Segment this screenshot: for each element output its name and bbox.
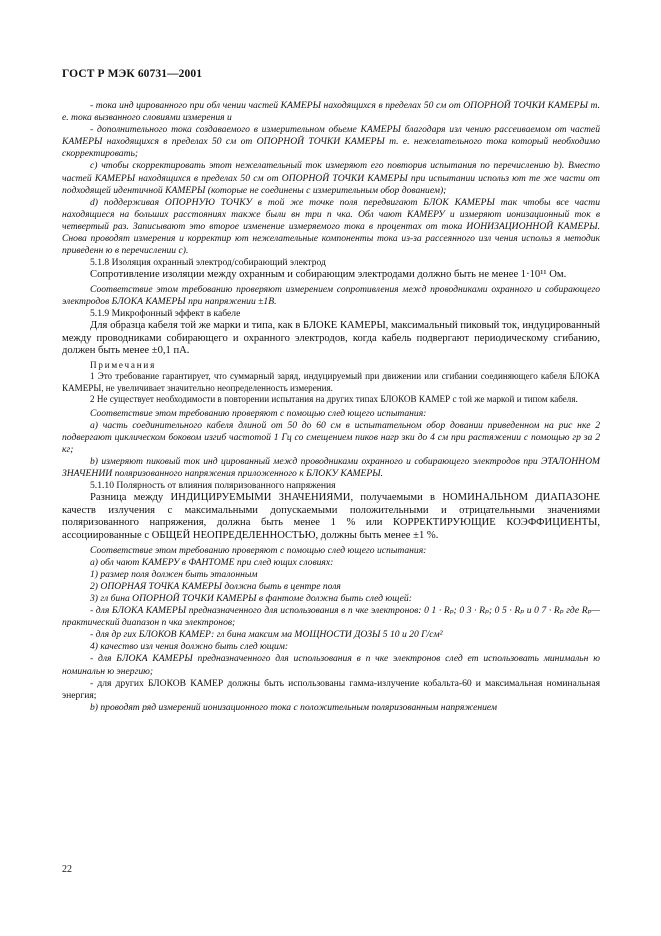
note-item: 2 Не существует необходимости в повторении испытания на других типах БЛОКОВ КАМЕР с той же маркой и типом кабеля. bbox=[90, 394, 578, 405]
paragraph: - для БЛОКА КАМЕРЫ предназначенного для использования в п чке электронов след ет использовать минимальн ю номинальн ю энергию; bbox=[62, 653, 600, 677]
paragraph: Для образца кабеля той же марки и типа, как в БЛОКЕ КАМЕРЫ, максимальный пиковый ток, индуцированный между проводниками собирающего и охранного электродов, когда кабель подвергают периодическому сгибанию, должен быть менее ±0,1 пА. bbox=[62, 320, 600, 357]
paragraph: d) поддерживая ОПОРНУЮ ТОЧКУ в той же точке поля передвигают БЛОК КАМЕРЫ так чтобы все части находящиеся на больших расстояниях также были вн три п чка. Обл чают КАМЕРУ и измеряют ионизационный ток в четвертый раз. Записывают это второе изменение измеряемого тока в процентах от тока ИОНИЗАЦИОННОЙ КАМЕРЫ. Снова проводят измерения и корректир ют нежелательные компоненты тока из-за рассеянного изл чения использ я методик приведенн ю в перечислении c). bbox=[62, 196, 600, 257]
paragraph: Разница между ИНДИЦИРУЕМЫМИ ЗНАЧЕНИЯМИ, получаемыми в НОМИНАЛЬНОМ ДИАПАЗОНЕ качеств излучения с максимальными допускаемыми положительными и отрицательными значениями поляризованного напряжения, должна быть менее 1 % или КОРРЕКТИРУЮЩИЕ КОЭФФИЦИЕНТЫ, ассоциированные с ОБЩЕЙ НЕОПРЕДЕЛЕННОСТЬЮ, должны быть менее ±1 %. bbox=[62, 492, 600, 542]
paragraph: - для др гих БЛОКОВ КАМЕР: гл бина максим ма МОЩНОСТИ ДОЗЫ 5 10 и 20 Г/см² bbox=[90, 629, 443, 641]
page-number: 22 bbox=[62, 864, 72, 875]
note-item: 1 Это требование гарантирует, что суммарный заряд, индуцируемый при движении или сгибании соединяющего кабеля БЛОКА КАМЕРЫ, не увеличивает значительно неопределенность измерения. bbox=[62, 371, 600, 393]
paragraph: b) проводят ряд измерений ионизационного тока с положительным поляризованным напряжением bbox=[90, 701, 498, 713]
paragraph: Соответствие этом требованию проверяют с помощью след ющего испытания: bbox=[90, 544, 427, 556]
paragraph: 1) размер поля должен быть эталонным bbox=[90, 568, 258, 580]
paragraph: - дополнительного тока создаваемого в измерительном обьеме КАМЕРЫ благодаря изл чению рассеиваемом от частей КАМЕРЫ находящихся в пределах 50 см от ОПОРНОЙ ТОЧКИ КАМЕРЫ т. е. нежелательного тока который необходимо скорректировать; bbox=[62, 124, 600, 160]
section-heading-5-1-8: 5.1.8 Изоляция охранный электрод/собирающий электрод bbox=[90, 257, 326, 269]
paragraph: Соответствие этом требованию проверяют измерением сопротивления межд проводниками охранного и собирающего электродов БЛОКА КАМЕРЫ при напряжении ±1В. bbox=[62, 283, 600, 307]
paragraph: c) чтобы скорректировать этот нежелательный ток измеряют его повторив испытания по перечислению b). Вместо частей КАМЕРЫ находящихся в пределах 50 см от ОПОРНОЙ ТОЧКИ КАМЕРЫ при испытании использ ют те же части от подходящей идентичной КАМЕРЫ (которые не соединены с измерительным обор дованием); bbox=[62, 160, 600, 196]
paragraph: b) измеряют пиковый ток инд цированный межд проводниками охранного и собирающего электродов при ЭТАЛОННОМ ЗНАЧЕНИИ поляризованного напряжения приложенного к БЛОКУ КАМЕРЫ. bbox=[62, 455, 600, 480]
section-heading-5-1-10: 5.1.10 Полярность от влияния поляризованного напряжения bbox=[90, 480, 336, 492]
paragraph: 4) качество изл чения должно быть след ющим: bbox=[90, 641, 289, 653]
paragraph: - для других БЛОКОВ КАМЕР должны быть использованы гамма-излучение кобальта-60 и максимальная номинальная энергия; bbox=[62, 677, 600, 701]
paragraph: Сопротивление изоляции между охранным и собирающим электродами должно быть не менее 1·10¹¹ Ом. bbox=[90, 269, 567, 281]
paragraph: 3) гл бина ОПОРНОЙ ТОЧКИ КАМЕРЫ в фантоме должна быть след ющей: bbox=[90, 593, 412, 604]
paragraph: Соответствие этом требованию проверяют с помощью след ющего испытания: bbox=[90, 407, 427, 419]
section-heading-5-1-9: 5.1.9 Микрофонный эффект в кабеле bbox=[90, 308, 241, 320]
paragraph: - тока инд цированного при обл чении частей КАМЕРЫ находящихся в пределах 50 см от ОПОРНОЙ ТОЧКИ КАМЕРЫ т. е. тока вызванного словиями измерения и bbox=[62, 100, 600, 124]
paragraph: a) обл чают КАМЕРУ в ФАНТОМЕ при след ющих словиях: bbox=[90, 556, 334, 568]
paragraph: 2) ОПОРНАЯ ТОЧКА КАМЕРЫ должна быть в центре поля bbox=[90, 580, 341, 592]
document-body bbox=[62, 100, 600, 714]
paragraph: a) часть соединительного кабеля длиной от 50 до 60 см в испытательном обор довании приведенном на рис нке 2 подвергают циклическом боковом изгиб частотой 1 Гц со смещением пиков нагр зки до 4 см при растяжении с помощью гр за 2 кг; bbox=[62, 419, 600, 455]
paragraph: - для БЛОКА КАМЕРЫ предназначенного для использования в п чке электронов: 0 1 · Rₚ; 0 3 · Rₚ; 0 5 · Rₚ и 0 7 · Rₚ где Rₚ— практический диапазон п чка электронов; bbox=[62, 605, 600, 629]
notes-heading: Примечания bbox=[90, 359, 157, 370]
standard-header: ГОСТ Р МЭК 60731—2001 bbox=[62, 68, 203, 80]
